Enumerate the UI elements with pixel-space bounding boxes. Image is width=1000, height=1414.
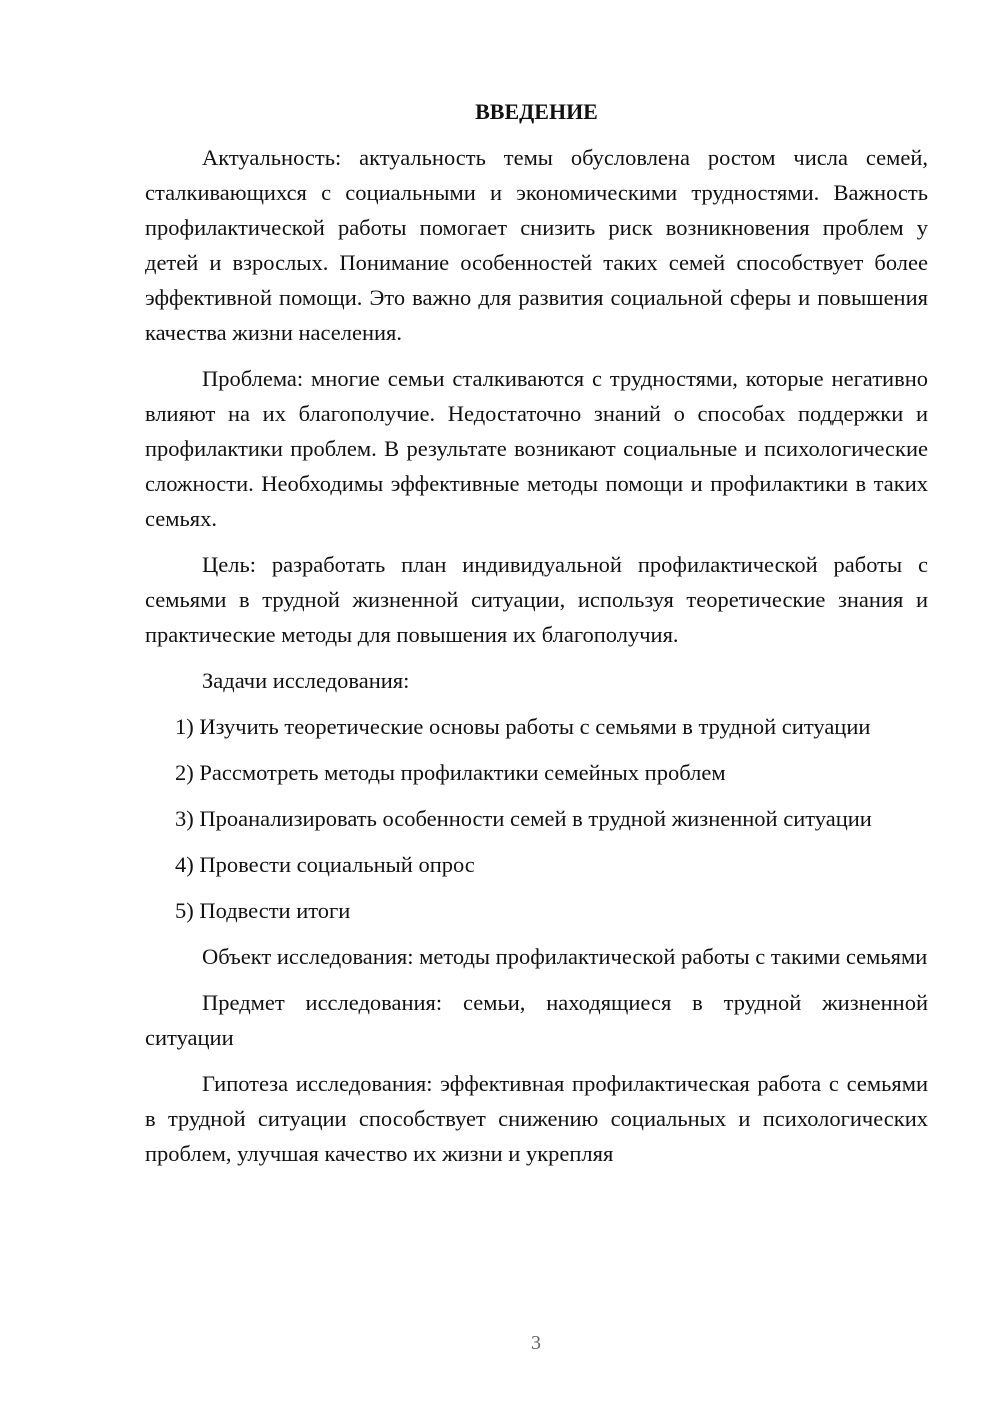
- task-item-4: 4) Провести социальный опрос: [175, 852, 475, 877]
- task-item-3: 3) Проанализировать особенности семей в трудной жизненной ситуации: [175, 806, 872, 831]
- page-number: 3: [531, 1332, 541, 1354]
- problem-paragraph: Проблема: многие семьи сталкиваются с трудностями, которые негативно влияют на их благополучие. Недостаточно знаний о способах поддержки и профилактики проблем. В результате возникают социальные и психологические сложности. Необходимы эффективные методы помощи и профилактики в таких семьях.: [145, 366, 928, 531]
- hypothesis-paragraph: Гипотеза исследования: эффективная профилактическая работа с семьями в трудной ситуации способствует снижению социальных и психологических проблем, улучшая качество их жизни и укрепляя: [145, 1071, 928, 1166]
- task-item-5: 5) Подвести итоги: [175, 898, 351, 923]
- page-content: [145, 94, 928, 1182]
- section-title: ВВЕДЕНИЕ: [475, 99, 598, 124]
- tasks-list: [145, 709, 928, 928]
- goal-paragraph: Цель: разработать план индивидуальной профилактической работы с семьями в трудной жизненной ситуации, используя теоретические знания и практические методы для повышения их благополучия.: [145, 552, 928, 647]
- task-item-1: 1) Изучить теоретические основы работы с семьями в трудной ситуации: [175, 714, 871, 739]
- task-item-2: 2) Рассмотреть методы профилактики семейных проблем: [175, 760, 726, 785]
- tasks-heading: Задачи исследования:: [202, 668, 410, 693]
- object-paragraph: Объект исследования: методы профилактической работы с такими семьями: [202, 944, 928, 969]
- subject-paragraph: Предмет исследования: семьи, находящиеся в трудной жизненной ситуации: [145, 990, 928, 1050]
- relevance-paragraph: Актуальность: актуальность темы обусловлена ростом числа семей, сталкивающихся с социальными и экономическими трудностями. Важность профилактической работы помогает снизить риск возникновения проблем у детей и взрослых. Понимание особенностей таких семей способствует более эффективной помощи. Это важно для развития социальной сферы и повышения качества жизни населения.: [145, 145, 928, 345]
